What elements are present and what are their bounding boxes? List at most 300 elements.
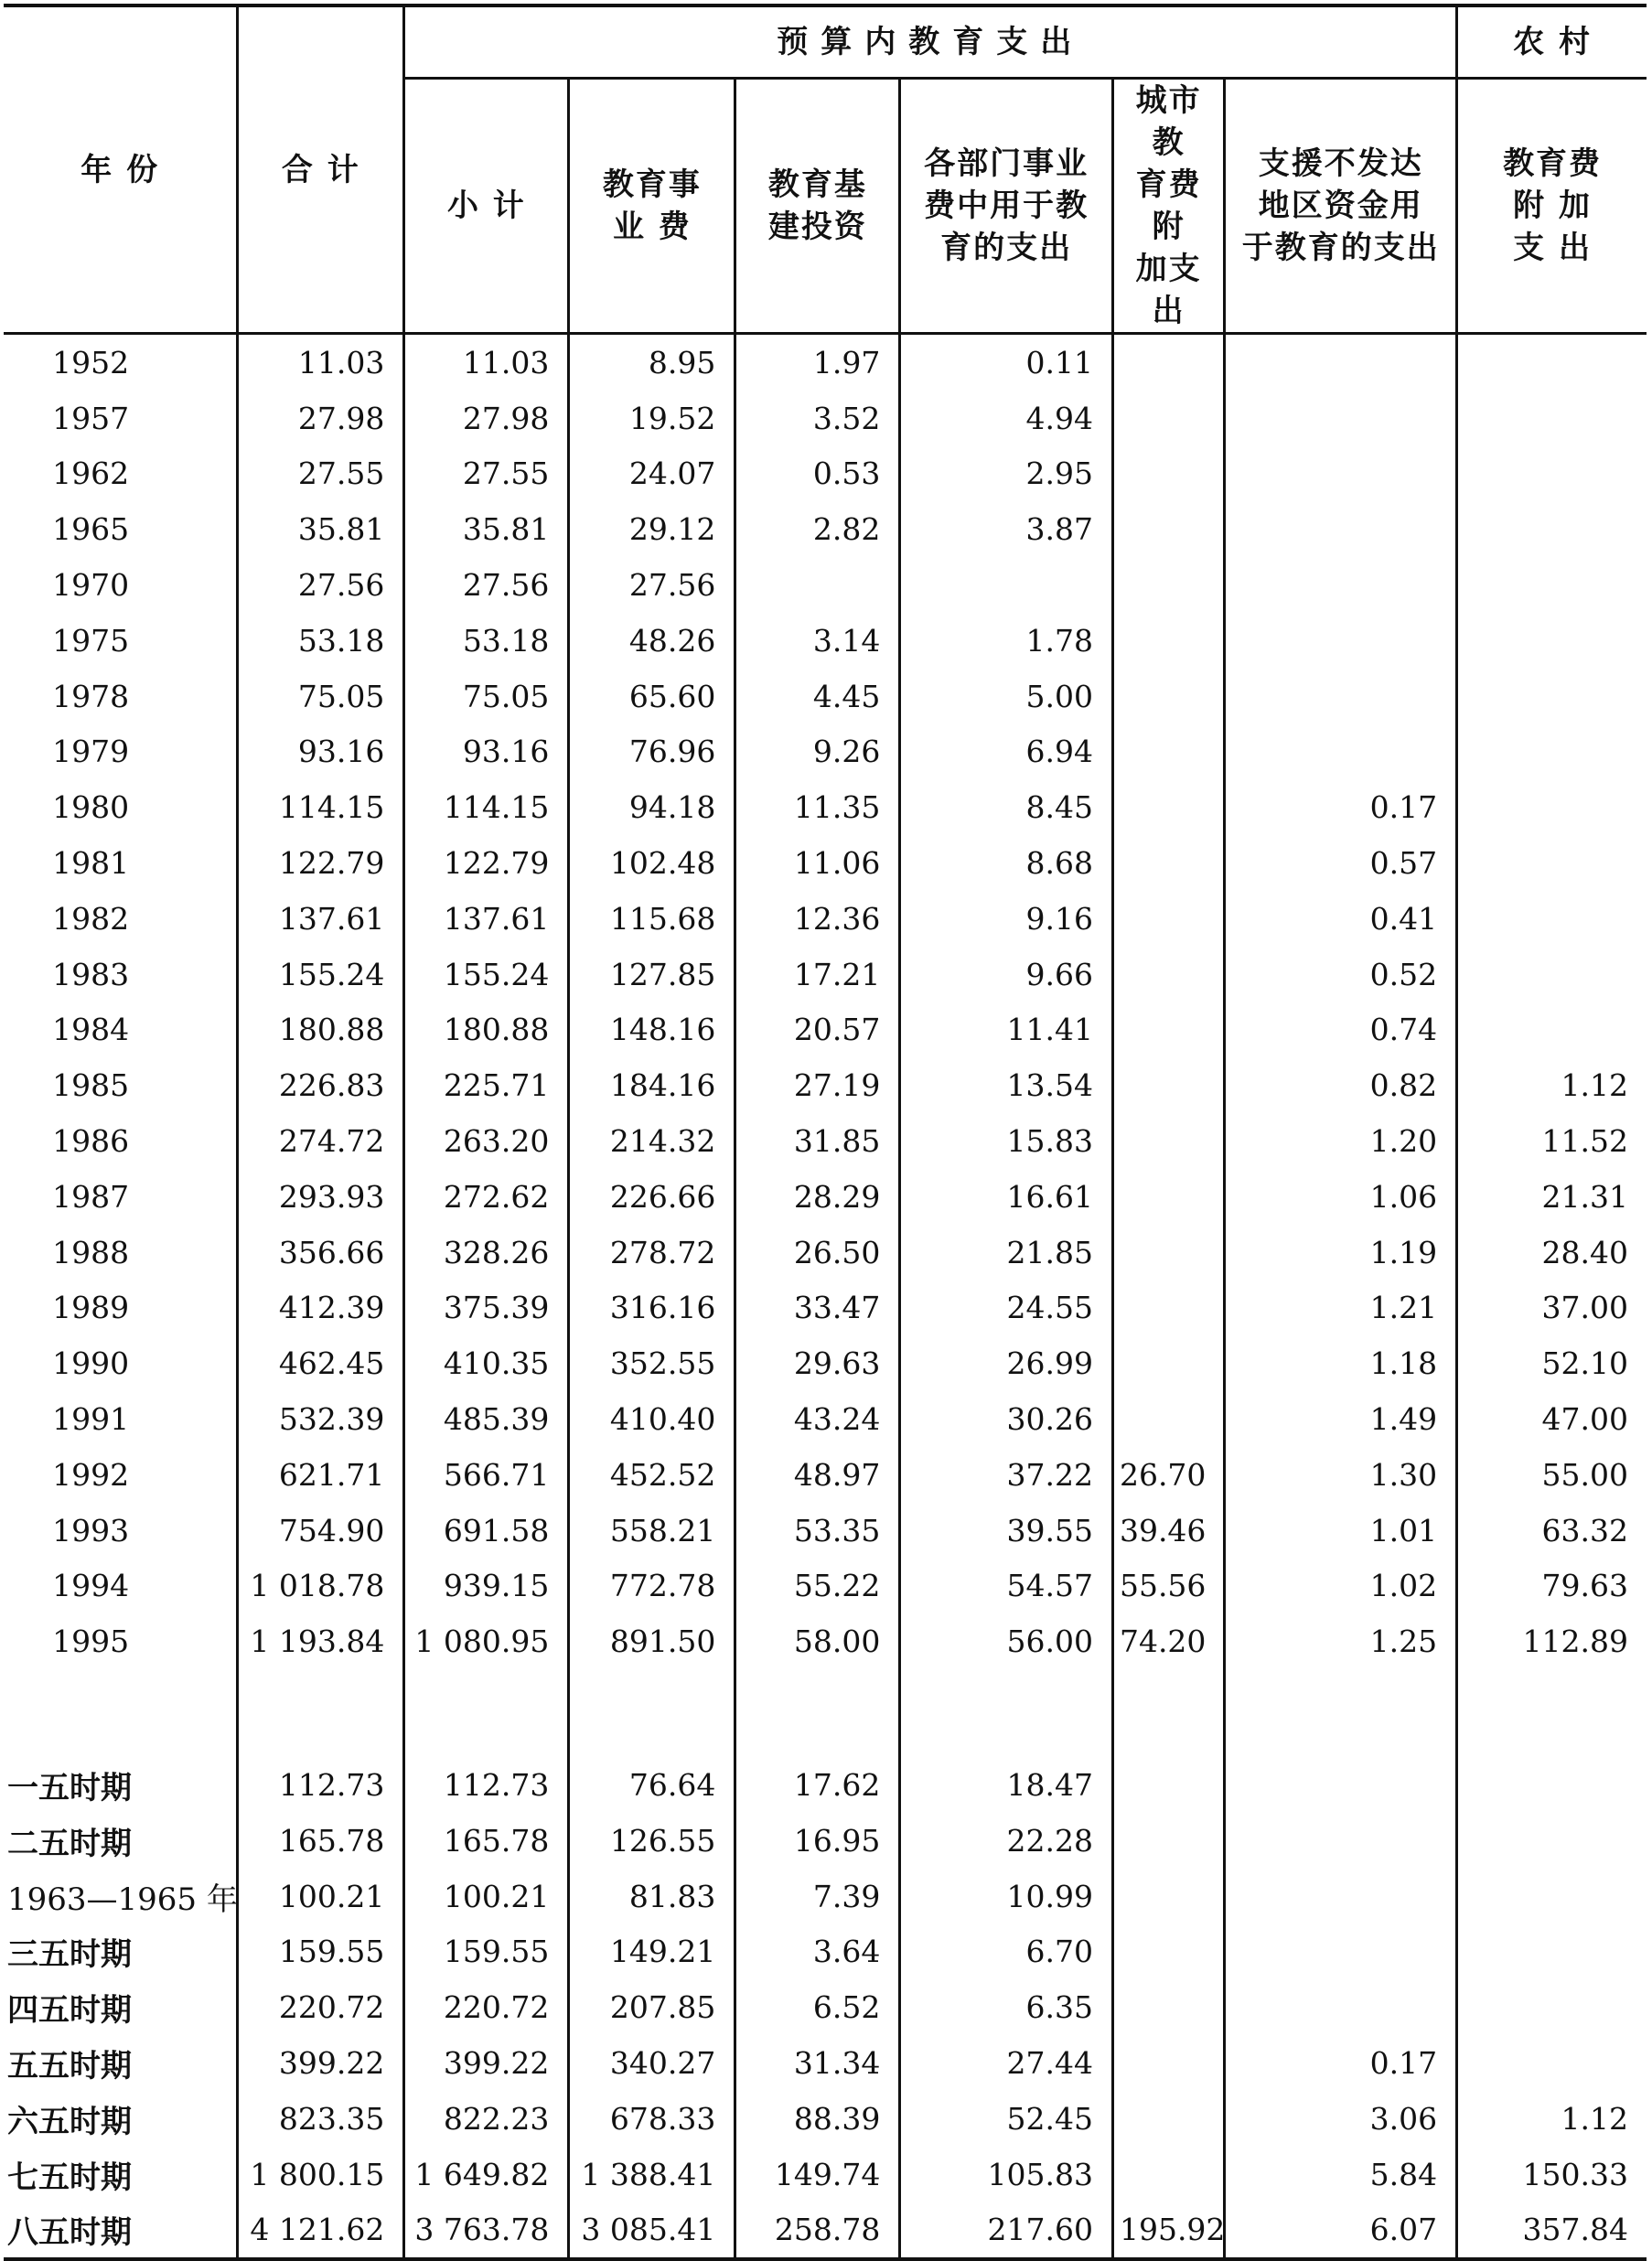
table-row	[4, 947, 1647, 1002]
edu-expense-cell: 410.40	[569, 1391, 735, 1447]
aid-cell: 0.41	[1225, 891, 1457, 947]
aid-cell: 5.84	[1225, 2147, 1457, 2202]
subtotal-cell: 1 080.95	[404, 1613, 569, 1669]
total-cell: 137.61	[238, 891, 404, 947]
rural-surcharge-cell: 112.89	[1457, 1613, 1647, 1669]
city-surcharge-cell: 39.46	[1112, 1503, 1224, 1559]
rural-surcharge-cell: 357.84	[1457, 2202, 1647, 2260]
subtotal-cell: 263.20	[404, 1113, 569, 1169]
subtotal-cell: 328.26	[404, 1225, 569, 1281]
subtotal-cell: 180.88	[404, 1002, 569, 1058]
year-cell: 1978	[4, 669, 238, 724]
total-cell: 823.35	[238, 2091, 404, 2147]
edu-capital-cell: 48.97	[735, 1447, 900, 1503]
dept-expense-cell: 39.55	[900, 1503, 1113, 1559]
subtotal-cell: 27.56	[404, 557, 569, 613]
header-dept-expense: 各部门事业 费中用于教 育的支出	[900, 79, 1113, 334]
city-surcharge-cell	[1112, 1169, 1224, 1225]
table-body	[4, 334, 1647, 2260]
total-cell: 293.93	[238, 1169, 404, 1225]
year-cell: 六五时期	[4, 2091, 238, 2147]
table-row	[4, 1391, 1647, 1447]
rural-surcharge-cell: 11.52	[1457, 1113, 1647, 1169]
subtotal-cell: 3 763.78	[404, 2202, 569, 2260]
spacer-cell	[4, 1669, 238, 1757]
table-row	[4, 1113, 1647, 1169]
edu-capital-cell: 4.45	[735, 669, 900, 724]
rural-surcharge-cell: 47.00	[1457, 1391, 1647, 1447]
city-surcharge-cell: 195.92	[1112, 2202, 1224, 2260]
header-aid-underdeveloped: 支援不发达 地区资金用 于教育的支出	[1225, 79, 1457, 334]
year-cell: 1994	[4, 1559, 238, 1614]
year-cell: 三五时期	[4, 1924, 238, 1980]
header-total: 合 计	[238, 5, 404, 334]
total-cell: 462.45	[238, 1335, 404, 1391]
subtotal-cell: 220.72	[404, 1979, 569, 2035]
total-cell: 1 800.15	[238, 2147, 404, 2202]
total-cell: 621.71	[238, 1447, 404, 1503]
city-surcharge-cell	[1112, 1002, 1224, 1058]
header-rural-top: 农 村	[1457, 5, 1647, 79]
edu-expense-cell: 207.85	[569, 1979, 735, 2035]
dept-expense-cell: 13.54	[900, 1057, 1113, 1113]
edu-capital-cell: 3.52	[735, 391, 900, 446]
city-surcharge-cell	[1112, 557, 1224, 613]
city-surcharge-cell	[1112, 1281, 1224, 1336]
header-year: 年 份	[4, 5, 238, 334]
edu-capital-cell: 2.82	[735, 501, 900, 557]
year-cell: 二五时期	[4, 1813, 238, 1869]
aid-cell	[1225, 1979, 1457, 2035]
total-cell: 155.24	[238, 947, 404, 1002]
edu-expense-cell: 772.78	[569, 1559, 735, 1614]
spacer-cell	[238, 1669, 404, 1757]
dept-expense-cell: 2.95	[900, 446, 1113, 502]
total-cell: 53.18	[238, 613, 404, 669]
dept-expense-cell: 52.45	[900, 2091, 1113, 2147]
edu-capital-cell	[735, 557, 900, 613]
aid-cell	[1225, 1757, 1457, 1813]
subtotal-cell: 122.79	[404, 835, 569, 891]
aid-cell	[1225, 724, 1457, 780]
edu-capital-cell: 1.97	[735, 334, 900, 391]
city-surcharge-cell	[1112, 1225, 1224, 1281]
year-cell: 1980	[4, 779, 238, 835]
table-row	[4, 557, 1647, 613]
edu-capital-cell: 11.06	[735, 835, 900, 891]
city-surcharge-cell	[1112, 391, 1224, 446]
edu-expense-cell: 81.83	[569, 1869, 735, 1924]
table-row	[4, 1757, 1647, 1813]
edu-expense-cell: 148.16	[569, 1002, 735, 1058]
table-row	[4, 1169, 1647, 1225]
edu-expense-cell: 94.18	[569, 779, 735, 835]
edu-capital-cell: 28.29	[735, 1169, 900, 1225]
edu-expense-cell: 184.16	[569, 1057, 735, 1113]
total-cell: 1 193.84	[238, 1613, 404, 1669]
year-cell: 1970	[4, 557, 238, 613]
edu-expense-cell: 76.64	[569, 1757, 735, 1813]
spacer-cell	[735, 1669, 900, 1757]
rural-surcharge-cell	[1457, 2035, 1647, 2091]
aid-cell	[1225, 446, 1457, 502]
edu-capital-cell: 17.21	[735, 947, 900, 1002]
subtotal-cell: 93.16	[404, 724, 569, 780]
dept-expense-cell: 4.94	[900, 391, 1113, 446]
edu-capital-cell: 29.63	[735, 1335, 900, 1391]
year-cell: 1995	[4, 1613, 238, 1669]
dept-expense-cell: 5.00	[900, 669, 1113, 724]
city-surcharge-cell	[1112, 1924, 1224, 1980]
total-cell: 93.16	[238, 724, 404, 780]
table-row	[4, 391, 1647, 446]
city-surcharge-cell: 74.20	[1112, 1613, 1224, 1669]
table-row	[4, 1281, 1647, 1336]
edu-capital-cell: 88.39	[735, 2091, 900, 2147]
city-surcharge-cell	[1112, 724, 1224, 780]
subtotal-cell: 822.23	[404, 2091, 569, 2147]
edu-expense-cell: 76.96	[569, 724, 735, 780]
edu-expense-cell: 558.21	[569, 1503, 735, 1559]
city-surcharge-cell	[1112, 334, 1224, 391]
dept-expense-cell: 37.22	[900, 1447, 1113, 1503]
rural-surcharge-cell	[1457, 391, 1647, 446]
edu-expense-cell: 340.27	[569, 2035, 735, 2091]
city-surcharge-cell	[1112, 947, 1224, 1002]
subtotal-cell: 159.55	[404, 1924, 569, 1980]
subtotal-cell: 155.24	[404, 947, 569, 1002]
city-surcharge-cell	[1112, 1391, 1224, 1447]
edu-capital-cell: 43.24	[735, 1391, 900, 1447]
year-cell: 1982	[4, 891, 238, 947]
spacer-cell	[1225, 1669, 1457, 1757]
rural-surcharge-cell	[1457, 1002, 1647, 1058]
edu-expense-cell: 452.52	[569, 1447, 735, 1503]
dept-expense-cell: 1.78	[900, 613, 1113, 669]
aid-cell	[1225, 334, 1457, 391]
rural-surcharge-cell	[1457, 669, 1647, 724]
year-cell: 一五时期	[4, 1757, 238, 1813]
total-cell: 399.22	[238, 2035, 404, 2091]
table-row	[4, 1335, 1647, 1391]
dept-expense-cell: 6.35	[900, 1979, 1113, 2035]
aid-cell	[1225, 1813, 1457, 1869]
year-cell: 五五时期	[4, 2035, 238, 2091]
edu-capital-cell: 31.85	[735, 1113, 900, 1169]
rural-surcharge-cell: 1.12	[1457, 1057, 1647, 1113]
aid-cell	[1225, 1869, 1457, 1924]
edu-capital-cell: 9.26	[735, 724, 900, 780]
aid-cell: 0.57	[1225, 835, 1457, 891]
rural-surcharge-cell	[1457, 835, 1647, 891]
table-row	[4, 446, 1647, 502]
total-cell: 35.81	[238, 501, 404, 557]
table-row	[4, 1924, 1647, 1980]
dept-expense-cell: 22.28	[900, 1813, 1113, 1869]
edu-capital-cell: 6.52	[735, 1979, 900, 2035]
city-surcharge-cell	[1112, 1113, 1224, 1169]
city-surcharge-cell: 26.70	[1112, 1447, 1224, 1503]
edu-expense-cell: 102.48	[569, 835, 735, 891]
edu-expense-cell: 316.16	[569, 1281, 735, 1336]
table-row	[4, 1813, 1647, 1869]
aid-cell: 1.30	[1225, 1447, 1457, 1503]
aid-cell: 1.06	[1225, 1169, 1457, 1225]
table-row	[4, 2202, 1647, 2260]
year-cell: 1957	[4, 391, 238, 446]
edu-capital-cell: 33.47	[735, 1281, 900, 1336]
aid-cell: 1.21	[1225, 1281, 1457, 1336]
table-row	[4, 779, 1647, 835]
subtotal-cell: 35.81	[404, 501, 569, 557]
edu-capital-cell: 26.50	[735, 1225, 900, 1281]
aid-cell: 1.01	[1225, 1503, 1457, 1559]
edu-expense-cell: 115.68	[569, 891, 735, 947]
subtotal-cell: 27.55	[404, 446, 569, 502]
dept-expense-cell: 9.66	[900, 947, 1113, 1002]
total-cell: 75.05	[238, 669, 404, 724]
year-cell: 1988	[4, 1225, 238, 1281]
dept-expense-cell	[900, 557, 1113, 613]
rural-surcharge-cell	[1457, 1869, 1647, 1924]
edu-expense-cell: 8.95	[569, 334, 735, 391]
total-cell: 356.66	[238, 1225, 404, 1281]
year-cell: 1983	[4, 947, 238, 1002]
rural-surcharge-cell	[1457, 501, 1647, 557]
aid-cell: 0.17	[1225, 2035, 1457, 2091]
rural-surcharge-cell: 52.10	[1457, 1335, 1647, 1391]
dept-expense-cell: 6.94	[900, 724, 1113, 780]
subtotal-cell: 75.05	[404, 669, 569, 724]
spacer-cell	[569, 1669, 735, 1757]
edu-expense-cell: 48.26	[569, 613, 735, 669]
subtotal-cell: 410.35	[404, 1335, 569, 1391]
total-cell: 27.55	[238, 446, 404, 502]
subtotal-cell: 485.39	[404, 1391, 569, 1447]
dept-expense-cell: 16.61	[900, 1169, 1113, 1225]
header-edu-capital: 教育基 建投资	[735, 79, 900, 334]
table-header	[4, 5, 1647, 334]
total-cell: 100.21	[238, 1869, 404, 1924]
year-cell: 1989	[4, 1281, 238, 1336]
edu-expense-cell: 19.52	[569, 391, 735, 446]
header-subtotal: 小 计	[404, 79, 569, 334]
year-cell: 1962	[4, 446, 238, 502]
subtotal-cell: 165.78	[404, 1813, 569, 1869]
table-row	[4, 891, 1647, 947]
edu-capital-cell: 0.53	[735, 446, 900, 502]
table-row	[4, 334, 1647, 391]
dept-expense-cell: 217.60	[900, 2202, 1113, 2260]
city-surcharge-cell	[1112, 501, 1224, 557]
city-surcharge-cell	[1112, 891, 1224, 947]
year-cell: 1975	[4, 613, 238, 669]
dept-expense-cell: 105.83	[900, 2147, 1113, 2202]
edu-expense-cell: 65.60	[569, 669, 735, 724]
year-cell: 1993	[4, 1503, 238, 1559]
aid-cell	[1225, 669, 1457, 724]
year-cell: 八五时期	[4, 2202, 238, 2260]
rural-surcharge-cell	[1457, 947, 1647, 1002]
table-row	[4, 1225, 1647, 1281]
edu-expense-cell: 127.85	[569, 947, 735, 1002]
city-surcharge-cell	[1112, 2147, 1224, 2202]
rural-surcharge-cell	[1457, 334, 1647, 391]
city-surcharge-cell	[1112, 446, 1224, 502]
edu-expense-cell: 1 388.41	[569, 2147, 735, 2202]
year-cell: 1986	[4, 1113, 238, 1169]
total-cell: 220.72	[238, 1979, 404, 2035]
dept-expense-cell: 6.70	[900, 1924, 1113, 1980]
total-cell: 532.39	[238, 1391, 404, 1447]
city-surcharge-cell	[1112, 613, 1224, 669]
rural-surcharge-cell	[1457, 1979, 1647, 2035]
table-row	[4, 2035, 1647, 2091]
edu-capital-cell: 58.00	[735, 1613, 900, 1669]
edu-capital-cell: 3.14	[735, 613, 900, 669]
aid-cell	[1225, 1924, 1457, 1980]
table-row	[4, 1057, 1647, 1113]
table-row	[4, 1979, 1647, 2035]
spacer-row	[4, 1669, 1647, 1757]
subtotal-cell: 691.58	[404, 1503, 569, 1559]
subtotal-cell: 53.18	[404, 613, 569, 669]
dept-expense-cell: 56.00	[900, 1613, 1113, 1669]
city-surcharge-cell	[1112, 1979, 1224, 2035]
city-surcharge-cell	[1112, 835, 1224, 891]
dept-expense-cell: 27.44	[900, 2035, 1113, 2091]
city-surcharge-cell	[1112, 1869, 1224, 1924]
table-row	[4, 1002, 1647, 1058]
subtotal-cell: 225.71	[404, 1057, 569, 1113]
table-row	[4, 1869, 1647, 1924]
rural-surcharge-cell	[1457, 891, 1647, 947]
aid-cell: 1.18	[1225, 1335, 1457, 1391]
subtotal-cell: 1 649.82	[404, 2147, 569, 2202]
subtotal-cell: 114.15	[404, 779, 569, 835]
year-cell: 1992	[4, 1447, 238, 1503]
edu-expense-cell: 214.32	[569, 1113, 735, 1169]
dept-expense-cell: 18.47	[900, 1757, 1113, 1813]
aid-cell	[1225, 613, 1457, 669]
edu-expense-cell: 891.50	[569, 1613, 735, 1669]
city-surcharge-cell	[1112, 669, 1224, 724]
aid-cell	[1225, 557, 1457, 613]
table-row	[4, 1447, 1647, 1503]
city-surcharge-cell: 55.56	[1112, 1559, 1224, 1614]
header-rural-bottom: 教育费 附 加 支 出	[1457, 79, 1647, 334]
rural-surcharge-cell	[1457, 779, 1647, 835]
dept-expense-cell: 8.68	[900, 835, 1113, 891]
table-row	[4, 501, 1647, 557]
subtotal-cell: 566.71	[404, 1447, 569, 1503]
header-edu-expense: 教育事 业 费	[569, 79, 735, 334]
subtotal-cell: 399.22	[404, 2035, 569, 2091]
year-cell: 1979	[4, 724, 238, 780]
table-row	[4, 613, 1647, 669]
subtotal-cell: 375.39	[404, 1281, 569, 1336]
education-expenditure-table	[4, 4, 1647, 2261]
dept-expense-cell: 54.57	[900, 1559, 1113, 1614]
city-surcharge-cell	[1112, 1335, 1224, 1391]
rural-surcharge-cell	[1457, 724, 1647, 780]
aid-cell: 0.82	[1225, 1057, 1457, 1113]
spacer-cell	[1112, 1669, 1224, 1757]
aid-cell	[1225, 391, 1457, 446]
aid-cell: 3.06	[1225, 2091, 1457, 2147]
table-row	[4, 2091, 1647, 2147]
aid-cell: 0.17	[1225, 779, 1457, 835]
city-surcharge-cell	[1112, 1057, 1224, 1113]
table-row	[4, 1613, 1647, 1669]
header-budget-group: 预算内教育支出	[404, 5, 1457, 79]
dept-expense-cell: 21.85	[900, 1225, 1113, 1281]
city-surcharge-cell	[1112, 2091, 1224, 2147]
edu-expense-cell: 27.56	[569, 557, 735, 613]
edu-capital-cell: 20.57	[735, 1002, 900, 1058]
aid-cell: 6.07	[1225, 2202, 1457, 2260]
edu-capital-cell: 258.78	[735, 2202, 900, 2260]
city-surcharge-cell	[1112, 1813, 1224, 1869]
rural-surcharge-cell	[1457, 1813, 1647, 1869]
dept-expense-cell: 0.11	[900, 334, 1113, 391]
year-cell: 1952	[4, 334, 238, 391]
table-row	[4, 2147, 1647, 2202]
rural-surcharge-cell: 79.63	[1457, 1559, 1647, 1614]
table-row	[4, 1503, 1647, 1559]
total-cell: 112.73	[238, 1757, 404, 1813]
year-cell: 1987	[4, 1169, 238, 1225]
edu-expense-cell: 226.66	[569, 1169, 735, 1225]
dept-expense-cell: 3.87	[900, 501, 1113, 557]
total-cell: 27.56	[238, 557, 404, 613]
edu-capital-cell: 53.35	[735, 1503, 900, 1559]
spacer-cell	[1457, 1669, 1647, 1757]
dept-expense-cell: 9.16	[900, 891, 1113, 947]
rural-surcharge-cell	[1457, 557, 1647, 613]
dept-expense-cell: 10.99	[900, 1869, 1113, 1924]
edu-capital-cell: 12.36	[735, 891, 900, 947]
total-cell: 114.15	[238, 779, 404, 835]
rural-surcharge-cell	[1457, 613, 1647, 669]
aid-cell: 1.20	[1225, 1113, 1457, 1169]
year-cell: 1984	[4, 1002, 238, 1058]
table-row	[4, 669, 1647, 724]
subtotal-cell: 137.61	[404, 891, 569, 947]
city-surcharge-cell	[1112, 2035, 1224, 2091]
city-surcharge-cell	[1112, 1757, 1224, 1813]
dept-expense-cell: 24.55	[900, 1281, 1113, 1336]
aid-cell	[1225, 501, 1457, 557]
rural-surcharge-cell	[1457, 1924, 1647, 1980]
year-cell: 1965	[4, 501, 238, 557]
rural-surcharge-cell: 21.31	[1457, 1169, 1647, 1225]
edu-capital-cell: 17.62	[735, 1757, 900, 1813]
edu-expense-cell: 278.72	[569, 1225, 735, 1281]
total-cell: 226.83	[238, 1057, 404, 1113]
total-cell: 165.78	[238, 1813, 404, 1869]
aid-cell: 1.49	[1225, 1391, 1457, 1447]
table-row	[4, 1559, 1647, 1614]
year-cell: 1981	[4, 835, 238, 891]
subtotal-cell: 11.03	[404, 334, 569, 391]
rural-surcharge-cell: 150.33	[1457, 2147, 1647, 2202]
rural-surcharge-cell	[1457, 1757, 1647, 1813]
total-cell: 122.79	[238, 835, 404, 891]
subtotal-cell: 100.21	[404, 1869, 569, 1924]
edu-expense-cell: 352.55	[569, 1335, 735, 1391]
rural-surcharge-cell: 63.32	[1457, 1503, 1647, 1559]
